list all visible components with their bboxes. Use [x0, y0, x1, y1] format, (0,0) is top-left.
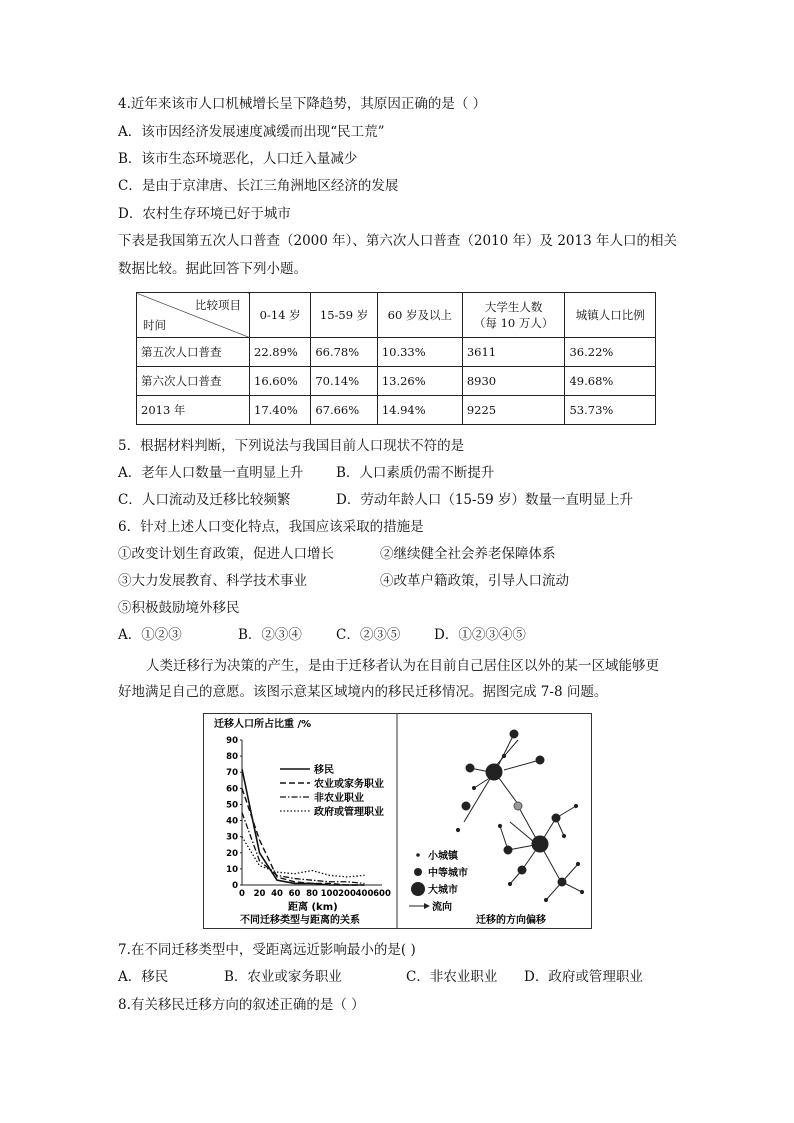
small-town-marker	[580, 890, 583, 893]
y-tick-label: 80	[226, 752, 238, 763]
table-corner-bottom: 时间	[143, 318, 166, 332]
passage-line1: 人类迁移行为决策的产生，是由于迁移者认为在目前自己居住区以外的某一区域能够更	[146, 658, 659, 674]
medium-city-marker	[466, 764, 474, 772]
x-tick-label: 20	[253, 889, 266, 899]
table-cell: 36.22%	[565, 338, 656, 367]
table-cell: 13.26%	[377, 367, 462, 396]
table-header: 城镇人口比例	[565, 293, 656, 338]
q6-statement-1: ①改变计划生育政策，促进人口增长	[118, 546, 334, 562]
table-cell: 67.66%	[311, 396, 377, 425]
table-header: 0-14 岁	[250, 293, 311, 338]
y-tick-label: 90	[226, 736, 238, 746]
table-cell: 10.33%	[377, 338, 462, 367]
q7-option-a: A．移民	[118, 969, 169, 985]
table-cell: 9225	[462, 396, 565, 425]
map-legend	[409, 849, 468, 913]
table-header	[462, 293, 565, 338]
q6-option-a: A．①②③	[118, 627, 182, 643]
map-legend-label: 大城市	[428, 885, 458, 896]
series-line	[242, 813, 365, 884]
legend-label: 农业或家务职业	[314, 779, 384, 790]
q6-stem: 6．针对上述人口变化特点，我国应该采取的措施是	[118, 519, 424, 535]
y-tick-label: 10	[226, 864, 238, 875]
small-town-marker	[544, 898, 547, 901]
q5-option-b: B．人口素质仍需不断提升	[336, 465, 495, 481]
table-row	[137, 396, 656, 425]
map-legend-label: 小城镇	[428, 851, 458, 862]
small-town-marker	[472, 786, 475, 789]
chart-ylabel: 迁移人口所占比重 /%	[214, 719, 312, 730]
q6-statement-5: ⑤积极鼓励境外移民	[118, 600, 240, 616]
flow-arrow	[504, 760, 540, 770]
legend-label: 移民	[314, 765, 334, 776]
table-row	[137, 367, 656, 396]
y-tick-label: 0	[232, 881, 238, 891]
chart-xticks	[239, 889, 391, 899]
q7-stem: 7.在不同迁移类型中，受距离远近影响最小的是( )	[118, 942, 416, 958]
table-corner-cell	[137, 293, 250, 338]
table-cell: 66.78%	[311, 338, 377, 367]
y-tick-label: 50	[226, 800, 238, 811]
q5-option-d: D．劳动年龄人口（15-59 岁）数量一直明显上升	[336, 492, 634, 508]
y-tick-label: 70	[226, 768, 238, 779]
medium-city-marker	[536, 756, 544, 764]
map-legend-label: 流向	[432, 902, 452, 913]
table-cell: 2013 年	[137, 396, 250, 425]
table-header-main: 大学生人数	[484, 300, 543, 314]
y-tick-label: 20	[226, 848, 238, 859]
q4-option-c: C．是由于京津唐、长江三角洲地区经济的发展	[118, 178, 399, 194]
q6-statement-3: ③大力发展教育、科学技术事业	[118, 573, 307, 589]
migration-direction-map	[456, 730, 583, 902]
medium-city-marker	[514, 802, 522, 810]
q4-stem: 4.近年来该市人口机械增长呈下降趋势，其原因正确的是（ ）	[118, 96, 487, 112]
q5-option-c: C．人口流动及迁移比较频繁	[118, 492, 291, 508]
q4-option-d: D．农村生存环境已好于城市	[118, 206, 291, 222]
q4-option-b: B．该市生态环境恶化，人口迁入量减少	[118, 151, 358, 167]
map-caption: 迁移的方向偏移	[476, 915, 546, 926]
arrow-right-icon	[424, 903, 430, 909]
small-town-marker	[576, 862, 579, 865]
q6-option-d: D．①②③④⑤	[434, 627, 526, 643]
medium-city-marker	[510, 730, 518, 738]
table-cell: 17.40%	[250, 396, 311, 425]
legend-label: 非农业职业	[314, 793, 364, 804]
migration-figure-svg	[204, 714, 591, 928]
q4-option-a: A．该市因经济发展速度减缓而出现“民工荒”	[118, 124, 385, 140]
table-row	[137, 338, 656, 367]
map-legend-label: 中等城市	[428, 868, 468, 879]
small-town-marker	[562, 834, 565, 837]
table-header-sub: （每 10 万人）	[473, 316, 554, 330]
table-header: 60 岁及以上	[377, 293, 462, 338]
x-tick-label: 40	[271, 889, 283, 899]
chart-legend	[280, 763, 384, 818]
chart-yticks	[226, 736, 242, 891]
y-tick-label: 60	[226, 784, 238, 795]
small-town-marker	[456, 828, 459, 831]
flow-arrow	[494, 740, 518, 768]
x-tick-label: 600	[373, 889, 391, 899]
x-tick-label: 80	[306, 889, 318, 899]
medium-city-legend-icon	[414, 868, 422, 876]
flow-arrow	[510, 822, 534, 842]
table-cell: 49.68%	[565, 367, 656, 396]
q5-stem: 5．根据材料判断，下列说法与我国目前人口现状不符的是	[118, 438, 465, 454]
table-cell: 53.73%	[565, 396, 656, 425]
table-cell: 16.60%	[250, 367, 311, 396]
migration-figure	[203, 713, 592, 929]
q6-option-c: C．②③⑤	[336, 627, 401, 643]
q6-statement-2: ②继续健全社会养老保障体系	[380, 546, 556, 562]
small-town-legend-icon	[416, 853, 420, 857]
x-tick-label: 100	[320, 889, 339, 899]
table-cell: 第六次人口普查	[137, 367, 250, 396]
small-town-marker	[508, 882, 511, 885]
small-town-marker	[502, 754, 505, 757]
passage-line2: 好地满足自己的意愿。该图示意某区域境内的移民迁移情况。据图完成 7-8 问题。	[118, 684, 608, 700]
table-header-row	[137, 293, 656, 338]
legend-label: 政府或管理职业	[314, 807, 384, 818]
q6-option-b: B．②③④	[238, 627, 302, 643]
x-tick-label: 0	[239, 889, 245, 899]
medium-city-marker	[504, 846, 512, 854]
y-tick-label: 30	[226, 832, 238, 843]
table-intro-line1: 下表是我国第五次人口普查（2000 年）、第六次人口普查（2010 年）及 2013 年人口的相关	[118, 233, 677, 249]
table-corner-top: 比较项目	[195, 298, 241, 312]
small-town-marker	[498, 824, 501, 827]
x-tick-label: 60	[288, 889, 301, 899]
medium-city-marker	[558, 878, 566, 886]
table-intro-line2: 数据比较。据此回答下列小题。	[118, 261, 307, 277]
flow-arrows	[464, 734, 582, 900]
table-cell: 14.94%	[377, 396, 462, 425]
q7-option-d: D．政府或管理职业	[524, 969, 643, 985]
x-tick-label: 400	[355, 889, 374, 899]
population-comparison-table	[136, 292, 656, 425]
table-header: 15-59 岁	[311, 293, 377, 338]
table-cell: 3611	[462, 338, 565, 367]
large-city-marker	[486, 764, 502, 780]
table-cell: 第五次人口普查	[137, 338, 250, 367]
medium-city-marker	[462, 802, 470, 810]
table-cell: 70.14%	[311, 367, 377, 396]
q7-option-b: B．农业或家务职业	[224, 969, 342, 985]
q8-stem: 8.有关移民迁移方向的叙述正确的是（ ）	[118, 997, 365, 1013]
chart-caption: 不同迁移类型与距离的关系	[240, 915, 360, 926]
q6-statement-4: ④改革户籍政策，引导人口流动	[380, 573, 569, 589]
q7-option-c: C．非农业职业	[406, 969, 498, 985]
flow-arrow	[464, 772, 494, 822]
large-city-legend-icon	[411, 882, 425, 896]
medium-city-marker	[552, 814, 560, 822]
table-cell: 8930	[462, 367, 565, 396]
small-town-marker	[574, 804, 577, 807]
chart-xlabel: 距离 (km)	[288, 902, 338, 913]
x-tick-label: 200	[338, 889, 356, 899]
medium-city-marker	[518, 866, 526, 874]
q5-option-a: A．老年人口数量一直明显上升	[118, 465, 304, 481]
y-tick-label: 40	[226, 816, 238, 827]
large-city-marker	[532, 836, 548, 852]
table-cell: 22.89%	[250, 338, 311, 367]
